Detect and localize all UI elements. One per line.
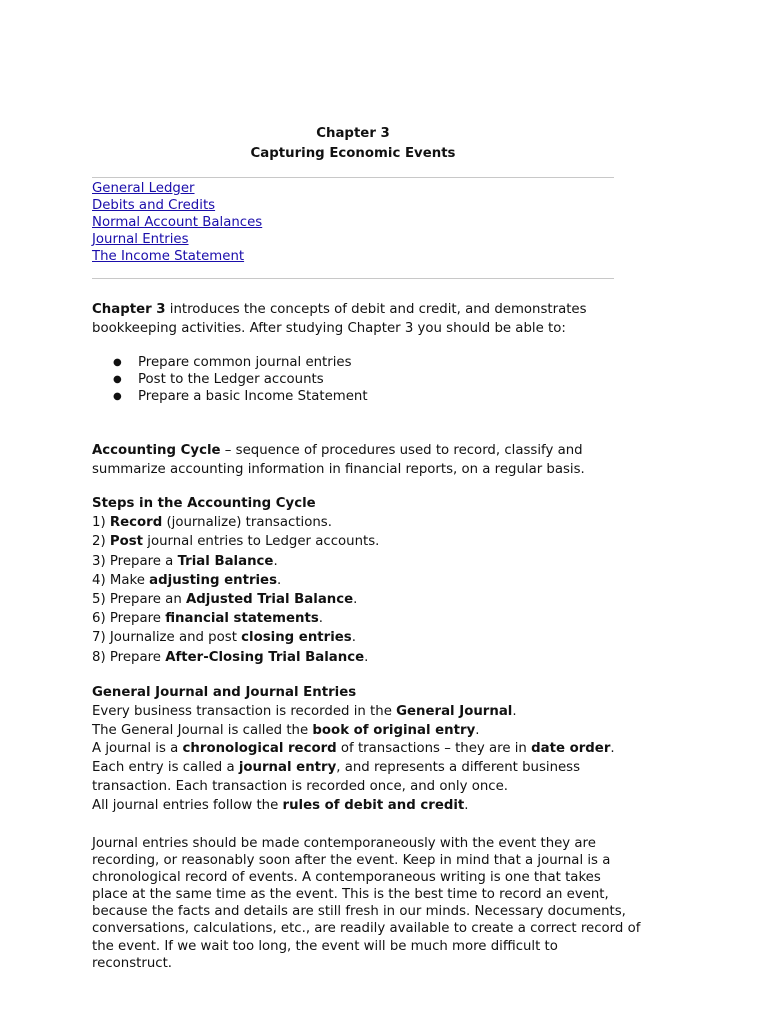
bottom-divider xyxy=(92,278,614,279)
gj-line: Each entry is called a journal entry, and represents a different business xyxy=(92,760,581,776)
table-of-contents xyxy=(92,180,262,265)
gj-heading: General Journal and Journal Entries xyxy=(92,685,357,700)
step-item: 6) Prepare financial statements. xyxy=(92,611,324,627)
cycle-def-2: summarize accounting information in financial reports, on a regular basis. xyxy=(92,462,585,477)
cycle-def-1: – sequence of procedures used to record, classify and xyxy=(220,443,583,458)
paragraph-line: reconstruct. xyxy=(92,955,173,971)
intro-text-1: introduces the concepts of debit and credit, and demonstrates xyxy=(165,302,587,317)
list-item: ● Post to the Ledger accounts xyxy=(113,372,324,387)
bullet-icon: ● xyxy=(113,391,122,402)
chapter-title: Capturing Economic Events xyxy=(250,146,456,161)
gj-line: A journal is a chronological record of transactions – they are in date order. xyxy=(92,741,615,757)
paragraph-line: recording, or reasonably soon after the event. Keep in mind that a journal is a xyxy=(92,853,611,869)
list-item: ● Prepare common journal entries xyxy=(113,355,352,370)
general-journal-section xyxy=(92,684,632,816)
toc-link-income-statement[interactable]: The Income Statement xyxy=(92,249,245,264)
accounting-cycle-definition xyxy=(92,441,632,479)
bullet-icon: ● xyxy=(113,357,122,368)
paragraph-line: Journal entries should be made contemporaneously with the event they are xyxy=(92,836,596,851)
paragraph-line: the event. If we wait too long, the event will be much more difficult to xyxy=(92,938,558,954)
document-header xyxy=(0,124,706,164)
chapter-number: Chapter 3 xyxy=(316,126,390,141)
paragraph-line: chronological record of events. A contemporaneous writing is one that takes xyxy=(92,870,601,886)
intro-paragraph xyxy=(92,300,632,338)
paragraph-line: place at the same time as the event. This is the best time to record an event, xyxy=(92,887,609,903)
objectives-list xyxy=(92,354,368,405)
paragraph-line: conversations, calculations, etc., are readily available to create a correct record of xyxy=(92,921,641,937)
toc-link-debits-credits[interactable]: Debits and Credits xyxy=(92,198,216,213)
intro-lead: Chapter 3 xyxy=(92,302,166,317)
step-item: 1) Record (journalize) transactions. xyxy=(92,515,332,531)
top-divider xyxy=(92,177,614,178)
step-item: 7) Journalize and post closing entries. xyxy=(92,630,356,646)
steps-heading: Steps in the Accounting Cycle xyxy=(92,496,316,511)
intro-text-2: bookkeeping activities. After studying Chapter 3 you should be able to: xyxy=(92,321,566,336)
step-item: 2) Post journal entries to Ledger accounts. xyxy=(92,534,380,550)
step-item: 8) Prepare After-Closing Trial Balance. xyxy=(92,649,369,665)
bullet-icon: ● xyxy=(113,374,122,385)
toc-link-normal-balances[interactable]: Normal Account Balances xyxy=(92,215,263,230)
gj-line: All journal entries follow the rules of debit and credit. xyxy=(92,797,469,813)
toc-link-general-ledger[interactable]: General Ledger xyxy=(92,181,195,196)
steps-section xyxy=(92,494,632,667)
toc-link-journal-entries[interactable]: Journal Entries xyxy=(92,232,189,247)
gj-line: The General Journal is called the book of original entry. xyxy=(92,722,480,738)
list-item: ● Prepare a basic Income Statement xyxy=(113,389,368,404)
step-item: 4) Make adjusting entries. xyxy=(92,572,282,588)
paragraph-line: because the facts and details are still fresh in our minds. Necessary documents, xyxy=(92,904,626,920)
step-item: 5) Prepare an Adjusted Trial Balance. xyxy=(92,592,358,608)
contemporaneous-paragraph xyxy=(92,835,641,972)
cycle-term: Accounting Cycle xyxy=(92,443,221,458)
step-item: 3) Prepare a Trial Balance. xyxy=(92,553,278,569)
gj-line: Every business transaction is recorded in the General Journal. xyxy=(92,703,517,719)
gj-line: transaction. Each transaction is recorded once, and only once. xyxy=(92,778,508,794)
